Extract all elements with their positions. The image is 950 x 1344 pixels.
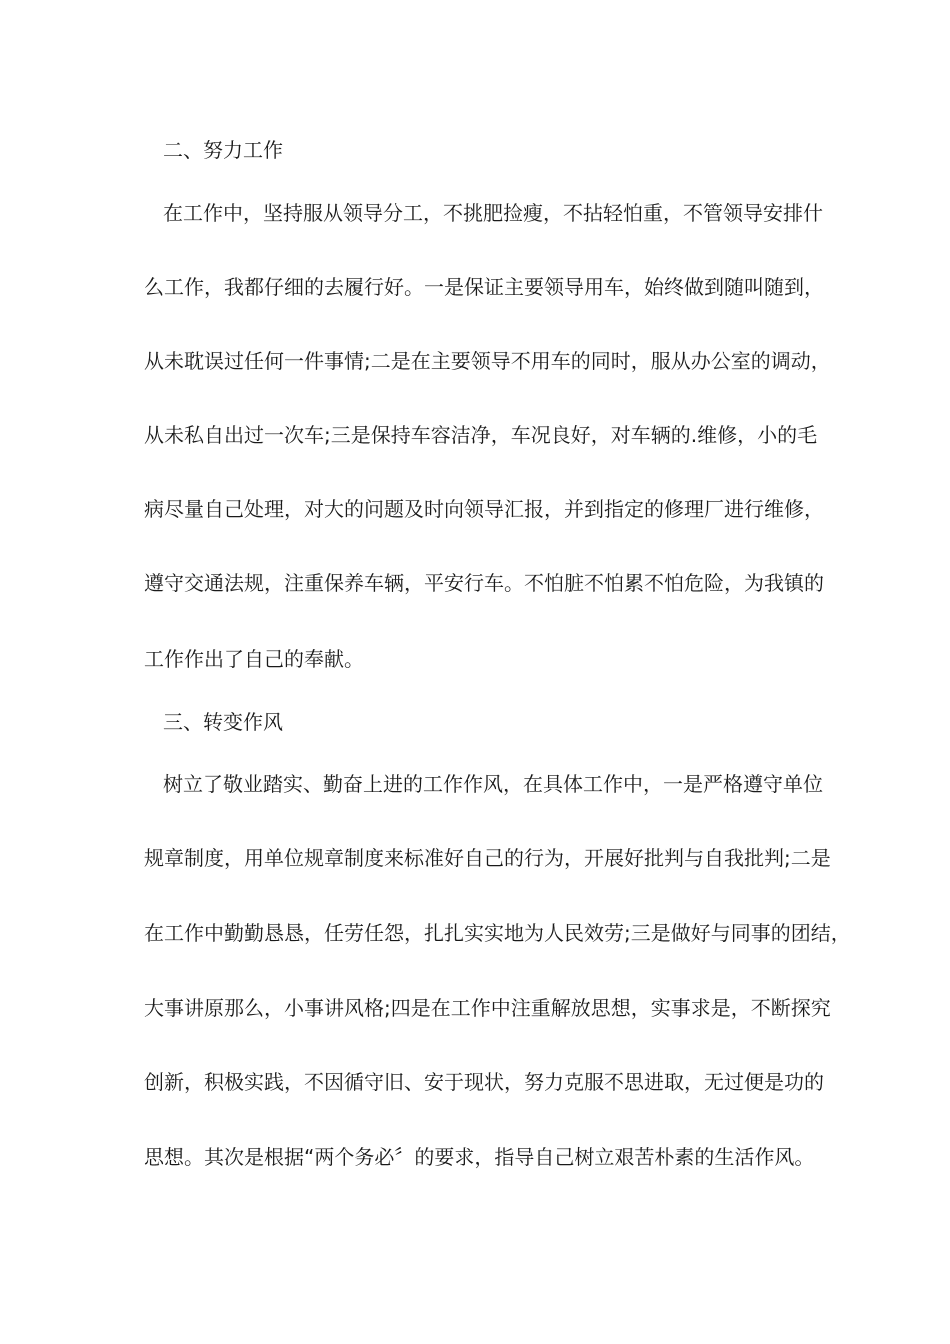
paragraph-line: 遵守交通法规，注重保养车辆，平安行车。不怕脏不怕累不怕危险，为我镇的 — [144, 571, 824, 595]
section-heading-work-hard: 二、努力工作 — [163, 138, 283, 162]
paragraph-line: 从未耽误过任何一件事情;二是在主要领导不用车的同时，服从办公室的调动， — [144, 349, 831, 373]
paragraph-line: 从未私自出过一次车;三是保持车容洁净，车况良好，对车辆的.维修，小的毛 — [144, 423, 818, 447]
paragraph-line: 在工作中，坚持服从领导分工，不挑肥捡瘦，不拈轻怕重，不管领导安排什 — [163, 201, 823, 225]
paragraph-line: 病尽量自己处理，对大的问题及时向领导汇报，并到指定的修理厂进行维修， — [144, 497, 824, 521]
paragraph-line: 么工作，我都仔细的去履行好。一是保证主要领导用车，始终做到随叫随到， — [144, 275, 824, 299]
paragraph-line: 规章制度，用单位规章制度来标准好自己的行为，开展好批判与自我批判;二是 — [144, 846, 831, 870]
section-heading-change-style: 三、转变作风 — [163, 710, 283, 734]
paragraph-line: 在工作中勤勤恳恳，任劳任怨，扎扎实实地为人民效劳;三是做好与同事的团结， — [144, 921, 851, 945]
paragraph-line: 思想。其次是根据“两个务必〞的要求，指导自己树立艰苦朴素的生活作风。 — [144, 1145, 815, 1169]
paragraph-line: 大事讲原那么，小事讲风格;四是在工作中注重解放思想，实事求是，不断探究 — [144, 996, 831, 1020]
paragraph-line: 创新，积极实践，不因循守旧、安于现状，努力克服不思进取，无过便是功的 — [144, 1070, 824, 1094]
paragraph-line: 工作作出了自己的奉献。 — [144, 647, 364, 671]
paragraph-line: 树立了敬业踏实、勤奋上进的工作作风，在具体工作中，一是严格遵守单位 — [163, 772, 823, 796]
